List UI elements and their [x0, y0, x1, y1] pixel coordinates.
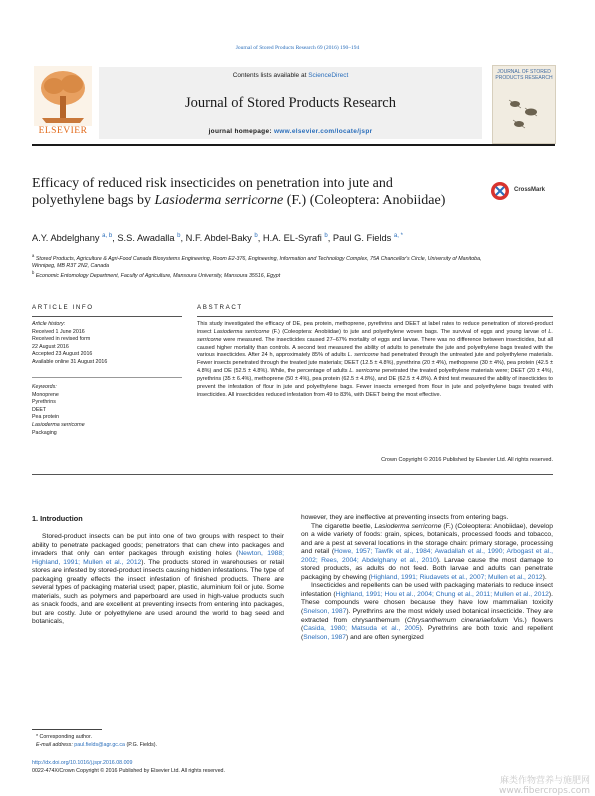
author-affiliation-mark[interactable]: b	[254, 233, 258, 239]
journal-homepage	[99, 128, 482, 135]
homepage-label: journal homepage:	[208, 128, 274, 135]
article-info-heading: ARTICLE INFO	[32, 304, 94, 311]
title-species: Lasioderma serricorne	[154, 193, 284, 208]
citation-link[interactable]: Howe, 1957; Tawfik et al., 1984; Awadallah et al., 1990; Arbogast et al., 2002; Rees, 2004; Abdelghany et al., 2010	[301, 548, 553, 564]
paragraph-text: (F.) (Coleoptera: Anobiidae), develop on a wide variety of foods: grain, spices, botanicals, processed foods and tobacco, and are a pest at several locations in the storage chain: primary storage, processing and retail (	[301, 522, 553, 556]
title-text-end: (F.) (Coleoptera: Anobiidae)	[283, 193, 446, 208]
paragraph-text: ). These compounds were chosen because they have low mammalian toxicity (	[301, 590, 553, 616]
elsevier-wordmark: ELSEVIER	[38, 126, 88, 136]
abstract-body	[197, 321, 553, 399]
paragraph-text: The cigarette beetle,	[311, 522, 375, 530]
keywords	[32, 384, 172, 437]
author[interactable]: N.F. Abdel-Baky	[185, 233, 252, 244]
history-line: Accepted 23 August 2016	[32, 351, 93, 358]
history-line: Received 1 June 2016	[32, 328, 85, 335]
author[interactable]: H.A. EL-Syrafi	[262, 233, 322, 244]
abstract-text: (F.) (Coleoptera: Anobiidae) to jute and polyethylene woven bags. The survival of eggs and young larvae of	[269, 328, 549, 335]
crossmark-label: CrossMark	[514, 187, 546, 193]
author[interactable]: S.S. Awadalla	[117, 233, 175, 244]
affiliation-text: Economic Entomology Department, Faculty of Agriculture, Mansoura University, Mansoura 35516, Egypt	[35, 272, 281, 279]
email-suffix: (P.G. Fields).	[125, 742, 158, 748]
abstract-end-rule	[32, 474, 553, 475]
email-label: E-mail address:	[36, 742, 75, 748]
paragraph-text: however, they are ineffective at preventing insects from entering bags.	[301, 514, 509, 521]
paragraph-text: ). Pyrethrins are the most widely used botanical insecticide. They are extracted from chrysanthemum (	[301, 608, 553, 624]
history-line: 22 August 2016	[32, 343, 69, 350]
journal-title: Journal of Stored Products Research	[184, 95, 396, 111]
keywords-label: Keywords:	[32, 384, 57, 390]
cover-insect-illustration	[499, 90, 549, 138]
abstract-rule	[197, 316, 553, 317]
title-text: Efficacy of reduced risk insecticides on penetration into jute and polyethylene bags by	[32, 176, 393, 208]
species-name: Lasioderma serricorne	[374, 522, 442, 530]
contents-prefix: Contents lists available at	[232, 72, 309, 79]
citation-link[interactable]: Highland, 1991; Riudavets et al., 2007; Mullen et al., 2012	[370, 573, 543, 581]
paragraph-text: Stored-product insects can be put into one of two groups with respect to their ability to penetrate packaged goods; penetrators that can chew into packages and invaders that only can enter packages through existing holes (	[32, 533, 284, 558]
abstract-text: were measured. The insecticides caused 27–67% mortality of eggs and larvae. There was no difference between insecticides, but all caused higher mortality than controls. A second test measured the ability of adults to penetrate the jute and polyethylene bags treated with the various insecticides. After 24 h, approximately 85% of adults	[197, 336, 553, 359]
keyword: Pyrethrins	[32, 399, 56, 406]
email-link[interactable]: paul.fields@agr.gc.ca	[74, 742, 126, 748]
citation-link[interactable]: Highland, 1991; Hou et al., 2004; Chung et al., 2011; Mullen et al., 2012	[335, 590, 549, 598]
crossmark-icon	[490, 181, 510, 201]
history-line: Available online 31 August 2016	[32, 358, 108, 365]
author[interactable]: Paul G. Fields	[332, 233, 392, 244]
citation-link[interactable]: Newton, 1988; Highland, 1991; Mullen et al., 2012	[32, 550, 284, 566]
author-affiliation-mark[interactable]: a, *	[393, 233, 403, 239]
abstract-text: penetrated the treated polyethylene materials were; DEET (20 ± 4%), pyrethrins (35 ± 6.4%), methoprene (50 ± 4%), pea protein (62.5 ± 4.8%), and DE (62.5 ± 4.8%). A third test measured the ability of insecticides to prevent the infestation of flour in jute and polyethylene bags. Fewer insects emerged from flour in jute and polyethylene bags treated with insecticides. All insecticides reduced infestation from 49 to 83%, with DEET being the most effective.	[197, 368, 553, 398]
site-watermark: 麻类作物营养与施肥网 www.fibercrops.com	[499, 776, 590, 796]
sciencedirect-link[interactable]: ScienceDirect	[308, 72, 349, 79]
history-line: Received in revised form	[32, 336, 91, 343]
abstract-text: had penetrated through the untreated jute and polyethylene materials. Fewer insects penetrated through the treated jute materials; DEET (12.5 ± 4.8%), pyrethrins (20 ± 4%), methoprene (30 ± 4%), pea protein (42.5 ± 4.8%) and DE (52.5 ± 4.8%). While, the percentage of adults	[197, 352, 553, 375]
article-title	[32, 175, 462, 209]
species-name: Chrysanthemum cinerariaefolium	[406, 616, 509, 624]
cover-title: JOURNAL OF STORED PRODUCTS RESEARCH	[495, 69, 553, 81]
doi-link[interactable]: http://dx.doi.org/10.1016/j.jspr.2016.08.009	[32, 760, 133, 766]
citation-link[interactable]: Casida, 1980; Matsuda et al., 2005	[303, 625, 420, 633]
paragraph-text: Insecticides and repellents can be used with packaging materials to reduce insect infestation (	[301, 582, 553, 598]
abstract-text: This study investigated the efficacy of DE, pea protein, methoprene, pyrethrins and DEET at label rates to reduce penetration of stored-product insect	[197, 321, 553, 335]
paragraph	[301, 514, 553, 523]
species-name: L. serricorne	[347, 352, 379, 359]
author-affiliation-mark[interactable]: b	[177, 233, 181, 239]
issn-line: 0022-474X/Crown Copyright © 2016 Published by Elsevier Ltd. All rights reserved.	[32, 768, 225, 774]
paragraph-text: ). Pyrethrins are both toxic and repellent (	[301, 625, 553, 641]
history-label: Article history:	[32, 321, 66, 327]
journal-citation[interactable]: Journal of Stored Products Research 69 (2016) 190–194	[235, 45, 360, 51]
copyright-notice: Crown Copyright © 2016 Published by Elsevier Ltd. All rights reserved.	[381, 457, 553, 463]
species-name: L. serricorne	[349, 368, 381, 375]
author-affiliation-mark[interactable]: b	[324, 233, 328, 239]
citation-link[interactable]: Snelson, 1987	[303, 633, 346, 641]
article-history	[32, 321, 172, 367]
author-affiliation-mark[interactable]: a, b	[102, 233, 113, 239]
author-list: A.Y. Abdelghany $^{a, b}$, S.S. Awadalla $^b$, N.F. Abdel-Baky $^b$, H.A. EL-Syrafi $^b$, Paul G. Fields $^{a, *}$	[32, 233, 403, 244]
journal-cover-thumbnail[interactable]	[492, 65, 556, 144]
body-column-left	[32, 533, 284, 627]
paragraph-text: Vis.) flowers (	[301, 616, 553, 633]
citation-link[interactable]: Snelson, 1987	[303, 608, 347, 616]
affiliation-text: Stored Products, Agriculture & Agri-Food Canada Biosystems Engineering, Room E2-376, Engineering, Information and Technology Complex, 75A Chancellor's Circle, University of Manitoba, Winnipeg, MB R3T 2N2, Canada	[32, 255, 482, 270]
species-name: L. serricorne	[197, 328, 553, 343]
keyword: Lasioderma serricorne	[32, 421, 85, 428]
paragraph	[301, 523, 553, 583]
info-divider	[32, 377, 182, 378]
abstract-heading: ABSTRACT	[197, 304, 243, 311]
body-column-right	[301, 514, 553, 642]
affiliation-b	[32, 269, 502, 280]
email-note	[36, 742, 157, 748]
keyword: Pea protein	[32, 414, 60, 421]
section-heading: 1. Introduction	[32, 514, 83, 523]
author[interactable]: A.Y. Abdelghany	[32, 233, 100, 244]
homepage-link[interactable]: www.elsevier.com/locate/jspr	[273, 128, 373, 135]
paragraph-text: ). The products stored in warehouses or retail stores are infested by stored-product insects causing hidden infestations. The type of packaging greatly effects the insect infestation of finished products. There are several types of packaging material used; paper, plastic, aluminium foil or jute. Some materials, such as polymers and paperboard are used in high-value products such as snack foods, and are excellent at preventing insects from entering into packages, but are costly. Jute or polyethylene are used around the world to bag seed and botanicals,	[32, 558, 285, 626]
affiliation-mark: a	[32, 253, 35, 258]
keyword: Packaging	[32, 429, 57, 436]
article-info-rule	[32, 316, 182, 317]
keyword: Monoprene	[32, 391, 59, 398]
keyword: DEET	[32, 406, 47, 413]
affiliation-mark: b	[32, 270, 35, 275]
paragraph	[32, 533, 284, 627]
paragraph-text: ). Larvae cause the most damage to stored products, as adults do not feed. Both larvae and adults can penetrate packaging by chewing (	[301, 556, 554, 581]
corresponding-author-note: * Corresponding author.	[36, 734, 92, 740]
footnote-rule	[32, 729, 102, 730]
paragraph-text: ) and are often synergized	[346, 633, 424, 641]
species-name: Lasioderma serricorne	[213, 328, 270, 335]
contents-line	[99, 72, 482, 79]
header-divider	[32, 144, 555, 146]
paragraph-text: ).	[542, 573, 547, 581]
paragraph	[301, 582, 553, 642]
